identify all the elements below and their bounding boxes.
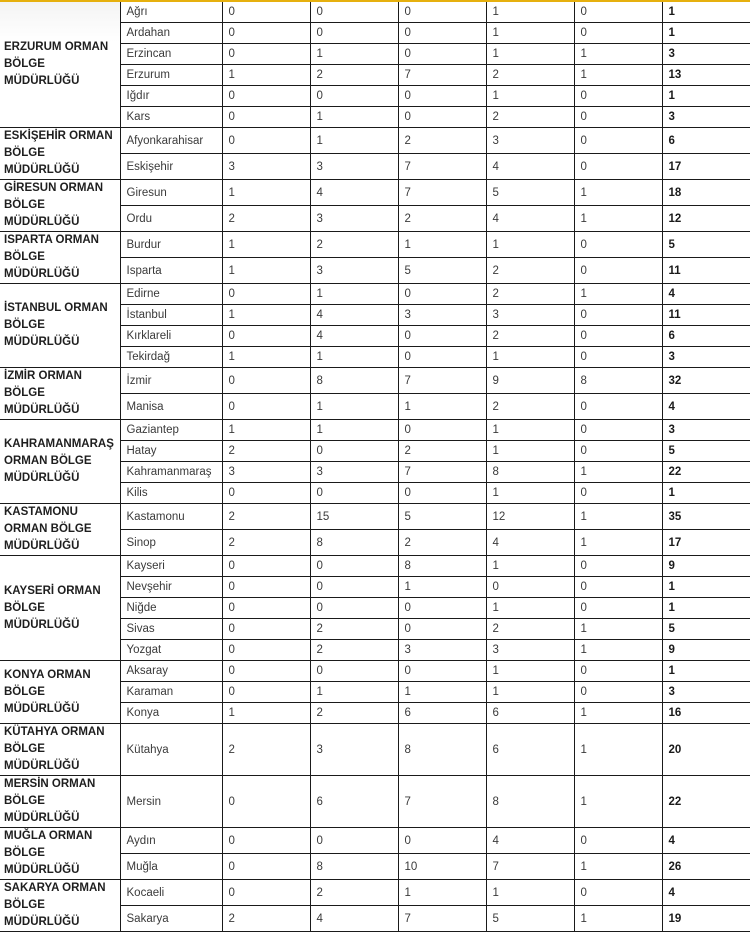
value-cell-4: 3	[486, 640, 574, 661]
province-cell: Afyonkarahisar	[120, 128, 222, 154]
value-cell-3: 0	[398, 828, 486, 854]
province-cell: Sakarya	[120, 906, 222, 932]
value-cell-5: 0	[574, 347, 662, 368]
value-cell-5: 1	[574, 724, 662, 776]
value-cell-1: 2	[222, 530, 310, 556]
province-cell: Aksaray	[120, 661, 222, 682]
total-cell: 11	[662, 258, 750, 284]
value-cell-2: 0	[310, 598, 398, 619]
total-cell: 32	[662, 368, 750, 394]
table-row	[0, 128, 750, 154]
region-name-cell: İSTANBUL ORMAN BÖLGE MÜDÜRLÜĞÜ	[0, 284, 120, 368]
value-cell-3: 7	[398, 65, 486, 86]
total-cell: 5	[662, 441, 750, 462]
total-cell: 3	[662, 44, 750, 65]
total-cell: 1	[662, 661, 750, 682]
province-cell: Kilis	[120, 483, 222, 504]
value-cell-2: 1	[310, 420, 398, 441]
value-cell-1: 0	[222, 854, 310, 880]
value-cell-5: 0	[574, 258, 662, 284]
value-cell-2: 2	[310, 65, 398, 86]
total-cell: 6	[662, 326, 750, 347]
value-cell-3: 7	[398, 776, 486, 828]
province-cell: Kırklareli	[120, 326, 222, 347]
total-cell: 20	[662, 724, 750, 776]
value-cell-2: 15	[310, 504, 398, 530]
region-name-cell: KASTAMONU ORMAN BÖLGE MÜDÜRLÜĞÜ	[0, 504, 120, 556]
province-cell: Iğdır	[120, 86, 222, 107]
value-cell-4: 1	[486, 232, 574, 258]
region-name-cell: ISPARTA ORMAN BÖLGE MÜDÜRLÜĞÜ	[0, 232, 120, 284]
value-cell-5: 1	[574, 619, 662, 640]
value-cell-2: 8	[310, 854, 398, 880]
value-cell-2: 4	[310, 305, 398, 326]
province-cell: Kastamonu	[120, 504, 222, 530]
value-cell-3: 10	[398, 854, 486, 880]
value-cell-2: 1	[310, 347, 398, 368]
value-cell-3: 0	[398, 2, 486, 23]
value-cell-4: 2	[486, 326, 574, 347]
total-cell: 19	[662, 906, 750, 932]
province-cell: Kahramanmaraş	[120, 462, 222, 483]
value-cell-3: 0	[398, 619, 486, 640]
value-cell-1: 2	[222, 504, 310, 530]
value-cell-5: 0	[574, 305, 662, 326]
value-cell-3: 0	[398, 420, 486, 441]
value-cell-4: 3	[486, 305, 574, 326]
value-cell-4: 1	[486, 441, 574, 462]
table-body	[0, 2, 750, 932]
province-cell: Mersin	[120, 776, 222, 828]
value-cell-2: 4	[310, 180, 398, 206]
value-cell-1: 0	[222, 2, 310, 23]
value-cell-1: 0	[222, 107, 310, 128]
value-cell-1: 0	[222, 577, 310, 598]
value-cell-1: 3	[222, 154, 310, 180]
value-cell-3: 2	[398, 441, 486, 462]
value-cell-3: 0	[398, 661, 486, 682]
value-cell-1: 2	[222, 724, 310, 776]
value-cell-1: 1	[222, 420, 310, 441]
value-cell-5: 0	[574, 128, 662, 154]
value-cell-5: 0	[574, 880, 662, 906]
total-cell: 4	[662, 394, 750, 420]
value-cell-3: 5	[398, 504, 486, 530]
region-name-cell: MERSİN ORMAN BÖLGE MÜDÜRLÜĞÜ	[0, 776, 120, 828]
value-cell-1: 0	[222, 640, 310, 661]
value-cell-4: 4	[486, 530, 574, 556]
value-cell-3: 0	[398, 326, 486, 347]
value-cell-4: 7	[486, 854, 574, 880]
value-cell-4: 6	[486, 724, 574, 776]
value-cell-5: 0	[574, 107, 662, 128]
total-cell: 12	[662, 206, 750, 232]
total-cell: 3	[662, 107, 750, 128]
table-row	[0, 880, 750, 906]
value-cell-4: 8	[486, 776, 574, 828]
value-cell-5: 1	[574, 44, 662, 65]
value-cell-2: 2	[310, 880, 398, 906]
table-row	[0, 180, 750, 206]
value-cell-3: 0	[398, 284, 486, 305]
value-cell-1: 2	[222, 206, 310, 232]
value-cell-2: 0	[310, 556, 398, 577]
total-cell: 9	[662, 640, 750, 661]
value-cell-1: 0	[222, 483, 310, 504]
value-cell-1: 3	[222, 462, 310, 483]
region-name-cell: İZMİR ORMAN BÖLGE MÜDÜRLÜĞÜ	[0, 368, 120, 420]
region-name-cell: KAYSERİ ORMAN BÖLGE MÜDÜRLÜĞÜ	[0, 556, 120, 661]
value-cell-3: 7	[398, 154, 486, 180]
value-cell-2: 1	[310, 107, 398, 128]
value-cell-3: 1	[398, 394, 486, 420]
value-cell-3: 2	[398, 206, 486, 232]
value-cell-1: 0	[222, 44, 310, 65]
value-cell-5: 1	[574, 462, 662, 483]
value-cell-2: 0	[310, 441, 398, 462]
value-cell-1: 0	[222, 661, 310, 682]
province-cell: Eskişehir	[120, 154, 222, 180]
value-cell-5: 0	[574, 86, 662, 107]
value-cell-2: 3	[310, 154, 398, 180]
total-cell: 13	[662, 65, 750, 86]
value-cell-1: 0	[222, 23, 310, 44]
value-cell-3: 3	[398, 640, 486, 661]
value-cell-1: 1	[222, 347, 310, 368]
value-cell-5: 0	[574, 420, 662, 441]
value-cell-3: 1	[398, 577, 486, 598]
value-cell-4: 4	[486, 206, 574, 232]
value-cell-4: 2	[486, 258, 574, 284]
value-cell-5: 1	[574, 504, 662, 530]
value-cell-4: 5	[486, 906, 574, 932]
value-cell-1: 0	[222, 776, 310, 828]
province-cell: Kayseri	[120, 556, 222, 577]
value-cell-3: 8	[398, 724, 486, 776]
value-cell-5: 0	[574, 394, 662, 420]
total-cell: 4	[662, 828, 750, 854]
province-cell: Hatay	[120, 441, 222, 462]
value-cell-3: 1	[398, 880, 486, 906]
province-cell: Muğla	[120, 854, 222, 880]
value-cell-4: 1	[486, 483, 574, 504]
value-cell-4: 8	[486, 462, 574, 483]
value-cell-5: 0	[574, 23, 662, 44]
value-cell-2: 8	[310, 530, 398, 556]
value-cell-5: 0	[574, 483, 662, 504]
value-cell-2: 3	[310, 206, 398, 232]
value-cell-2: 0	[310, 2, 398, 23]
province-cell: Ordu	[120, 206, 222, 232]
value-cell-5: 8	[574, 368, 662, 394]
value-cell-1: 2	[222, 441, 310, 462]
value-cell-1: 1	[222, 703, 310, 724]
value-cell-2: 2	[310, 232, 398, 258]
value-cell-3: 7	[398, 906, 486, 932]
value-cell-3: 0	[398, 86, 486, 107]
value-cell-2: 1	[310, 284, 398, 305]
table-row	[0, 556, 750, 577]
value-cell-5: 1	[574, 180, 662, 206]
value-cell-4: 1	[486, 556, 574, 577]
value-cell-1: 0	[222, 619, 310, 640]
value-cell-5: 1	[574, 640, 662, 661]
value-cell-4: 6	[486, 703, 574, 724]
region-name-cell: ESKİŞEHİR ORMAN BÖLGE MÜDÜRLÜĞÜ	[0, 128, 120, 180]
value-cell-1: 1	[222, 305, 310, 326]
value-cell-5: 0	[574, 441, 662, 462]
value-cell-1: 1	[222, 65, 310, 86]
value-cell-4: 1	[486, 661, 574, 682]
value-cell-4: 9	[486, 368, 574, 394]
value-cell-3: 0	[398, 23, 486, 44]
region-name-cell: KONYA ORMAN BÖLGE MÜDÜRLÜĞÜ	[0, 661, 120, 724]
region-name-cell: ERZURUM ORMAN BÖLGE MÜDÜRLÜĞÜ	[0, 2, 120, 128]
table-row	[0, 232, 750, 258]
value-cell-2: 2	[310, 619, 398, 640]
value-cell-5: 0	[574, 682, 662, 703]
total-cell: 4	[662, 880, 750, 906]
value-cell-1: 0	[222, 86, 310, 107]
value-cell-4: 1	[486, 880, 574, 906]
total-cell: 1	[662, 598, 750, 619]
value-cell-3: 2	[398, 530, 486, 556]
total-cell: 5	[662, 232, 750, 258]
value-cell-1: 2	[222, 906, 310, 932]
value-cell-4: 5	[486, 180, 574, 206]
value-cell-3: 0	[398, 347, 486, 368]
total-cell: 1	[662, 86, 750, 107]
table-row	[0, 504, 750, 530]
value-cell-3: 7	[398, 462, 486, 483]
value-cell-5: 1	[574, 284, 662, 305]
table-row	[0, 284, 750, 305]
value-cell-3: 0	[398, 44, 486, 65]
value-cell-2: 8	[310, 368, 398, 394]
value-cell-4: 0	[486, 577, 574, 598]
value-cell-4: 2	[486, 65, 574, 86]
value-cell-1: 0	[222, 284, 310, 305]
province-cell: Giresun	[120, 180, 222, 206]
total-cell: 18	[662, 180, 750, 206]
value-cell-2: 2	[310, 703, 398, 724]
value-cell-4: 1	[486, 420, 574, 441]
value-cell-3: 7	[398, 368, 486, 394]
table-row	[0, 776, 750, 828]
value-cell-2: 0	[310, 483, 398, 504]
value-cell-2: 3	[310, 462, 398, 483]
total-cell: 5	[662, 619, 750, 640]
table-row	[0, 661, 750, 682]
total-cell: 26	[662, 854, 750, 880]
value-cell-2: 0	[310, 86, 398, 107]
value-cell-4: 12	[486, 504, 574, 530]
value-cell-2: 0	[310, 661, 398, 682]
total-cell: 3	[662, 420, 750, 441]
table-row	[0, 420, 750, 441]
province-cell: Erzincan	[120, 44, 222, 65]
province-cell: Konya	[120, 703, 222, 724]
province-cell: İzmir	[120, 368, 222, 394]
value-cell-4: 1	[486, 598, 574, 619]
value-cell-1: 0	[222, 556, 310, 577]
value-cell-1: 1	[222, 232, 310, 258]
value-cell-1: 0	[222, 682, 310, 703]
province-cell: İstanbul	[120, 305, 222, 326]
region-name-cell: SAKARYA ORMAN BÖLGE MÜDÜRLÜĞÜ	[0, 880, 120, 932]
value-cell-4: 2	[486, 394, 574, 420]
province-cell: Kars	[120, 107, 222, 128]
province-cell: Edirne	[120, 284, 222, 305]
value-cell-4: 2	[486, 284, 574, 305]
value-cell-2: 1	[310, 394, 398, 420]
value-cell-2: 6	[310, 776, 398, 828]
value-cell-5: 0	[574, 326, 662, 347]
province-cell: Aydın	[120, 828, 222, 854]
value-cell-1: 0	[222, 598, 310, 619]
value-cell-3: 1	[398, 682, 486, 703]
value-cell-2: 0	[310, 23, 398, 44]
province-cell: Tekirdağ	[120, 347, 222, 368]
total-cell: 22	[662, 462, 750, 483]
province-cell: Niğde	[120, 598, 222, 619]
province-cell: Ağrı	[120, 2, 222, 23]
value-cell-5: 1	[574, 65, 662, 86]
value-cell-2: 0	[310, 828, 398, 854]
province-cell: Nevşehir	[120, 577, 222, 598]
value-cell-4: 1	[486, 2, 574, 23]
total-cell: 3	[662, 682, 750, 703]
value-cell-5: 0	[574, 232, 662, 258]
total-cell: 22	[662, 776, 750, 828]
total-cell: 35	[662, 504, 750, 530]
value-cell-2: 4	[310, 906, 398, 932]
value-cell-2: 2	[310, 640, 398, 661]
value-cell-1: 0	[222, 394, 310, 420]
value-cell-1: 0	[222, 368, 310, 394]
province-cell: Karaman	[120, 682, 222, 703]
region-name-cell: GİRESUN ORMAN BÖLGE MÜDÜRLÜĞÜ	[0, 180, 120, 232]
value-cell-5: 0	[574, 154, 662, 180]
province-cell: Isparta	[120, 258, 222, 284]
table-row	[0, 724, 750, 776]
province-cell: Erzurum	[120, 65, 222, 86]
value-cell-5: 0	[574, 577, 662, 598]
value-cell-1: 0	[222, 828, 310, 854]
province-cell: Ardahan	[120, 23, 222, 44]
value-cell-3: 0	[398, 483, 486, 504]
value-cell-2: 1	[310, 128, 398, 154]
province-cell: Sivas	[120, 619, 222, 640]
value-cell-2: 4	[310, 326, 398, 347]
value-cell-3: 1	[398, 232, 486, 258]
value-cell-3: 8	[398, 556, 486, 577]
value-cell-3: 2	[398, 128, 486, 154]
total-cell: 11	[662, 305, 750, 326]
value-cell-4: 4	[486, 154, 574, 180]
value-cell-5: 0	[574, 598, 662, 619]
province-cell: Sinop	[120, 530, 222, 556]
value-cell-4: 1	[486, 23, 574, 44]
value-cell-5: 0	[574, 2, 662, 23]
value-cell-5: 1	[574, 906, 662, 932]
value-cell-2: 1	[310, 682, 398, 703]
value-cell-4: 2	[486, 619, 574, 640]
total-cell: 1	[662, 23, 750, 44]
total-cell: 1	[662, 577, 750, 598]
value-cell-5: 1	[574, 703, 662, 724]
total-cell: 6	[662, 128, 750, 154]
total-cell: 16	[662, 703, 750, 724]
total-cell: 17	[662, 530, 750, 556]
province-cell: Kocaeli	[120, 880, 222, 906]
value-cell-4: 4	[486, 828, 574, 854]
province-cell: Burdur	[120, 232, 222, 258]
province-cell: Manisa	[120, 394, 222, 420]
value-cell-5: 1	[574, 776, 662, 828]
region-name-cell: KÜTAHYA ORMAN BÖLGE MÜDÜRLÜĞÜ	[0, 724, 120, 776]
value-cell-4: 1	[486, 682, 574, 703]
province-cell: Yozgat	[120, 640, 222, 661]
value-cell-3: 7	[398, 180, 486, 206]
value-cell-2: 3	[310, 724, 398, 776]
value-cell-3: 3	[398, 305, 486, 326]
value-cell-4: 1	[486, 347, 574, 368]
table-row	[0, 2, 750, 23]
value-cell-1: 1	[222, 258, 310, 284]
value-cell-5: 0	[574, 661, 662, 682]
total-cell: 1	[662, 2, 750, 23]
value-cell-1: 0	[222, 880, 310, 906]
total-cell: 3	[662, 347, 750, 368]
value-cell-4: 1	[486, 44, 574, 65]
value-cell-2: 3	[310, 258, 398, 284]
province-cell: Kütahya	[120, 724, 222, 776]
value-cell-1: 0	[222, 128, 310, 154]
value-cell-5: 1	[574, 854, 662, 880]
value-cell-5: 0	[574, 828, 662, 854]
region-name-cell: MUĞLA ORMAN BÖLGE MÜDÜRLÜĞÜ	[0, 828, 120, 880]
value-cell-5: 1	[574, 206, 662, 232]
value-cell-5: 1	[574, 530, 662, 556]
value-cell-2: 0	[310, 577, 398, 598]
total-cell: 9	[662, 556, 750, 577]
forest-region-statistics-table	[0, 2, 750, 932]
province-cell: Gaziantep	[120, 420, 222, 441]
value-cell-3: 0	[398, 107, 486, 128]
total-cell: 17	[662, 154, 750, 180]
total-cell: 4	[662, 284, 750, 305]
value-cell-4: 1	[486, 86, 574, 107]
value-cell-1: 1	[222, 180, 310, 206]
value-cell-2: 1	[310, 44, 398, 65]
table-row	[0, 368, 750, 394]
value-cell-3: 0	[398, 598, 486, 619]
value-cell-3: 5	[398, 258, 486, 284]
value-cell-4: 2	[486, 107, 574, 128]
table-row	[0, 828, 750, 854]
value-cell-3: 6	[398, 703, 486, 724]
region-name-cell: KAHRAMANMARAŞ ORMAN BÖLGE MÜDÜRLÜĞÜ	[0, 420, 120, 504]
value-cell-1: 0	[222, 326, 310, 347]
total-cell: 1	[662, 483, 750, 504]
value-cell-5: 0	[574, 556, 662, 577]
value-cell-4: 3	[486, 128, 574, 154]
